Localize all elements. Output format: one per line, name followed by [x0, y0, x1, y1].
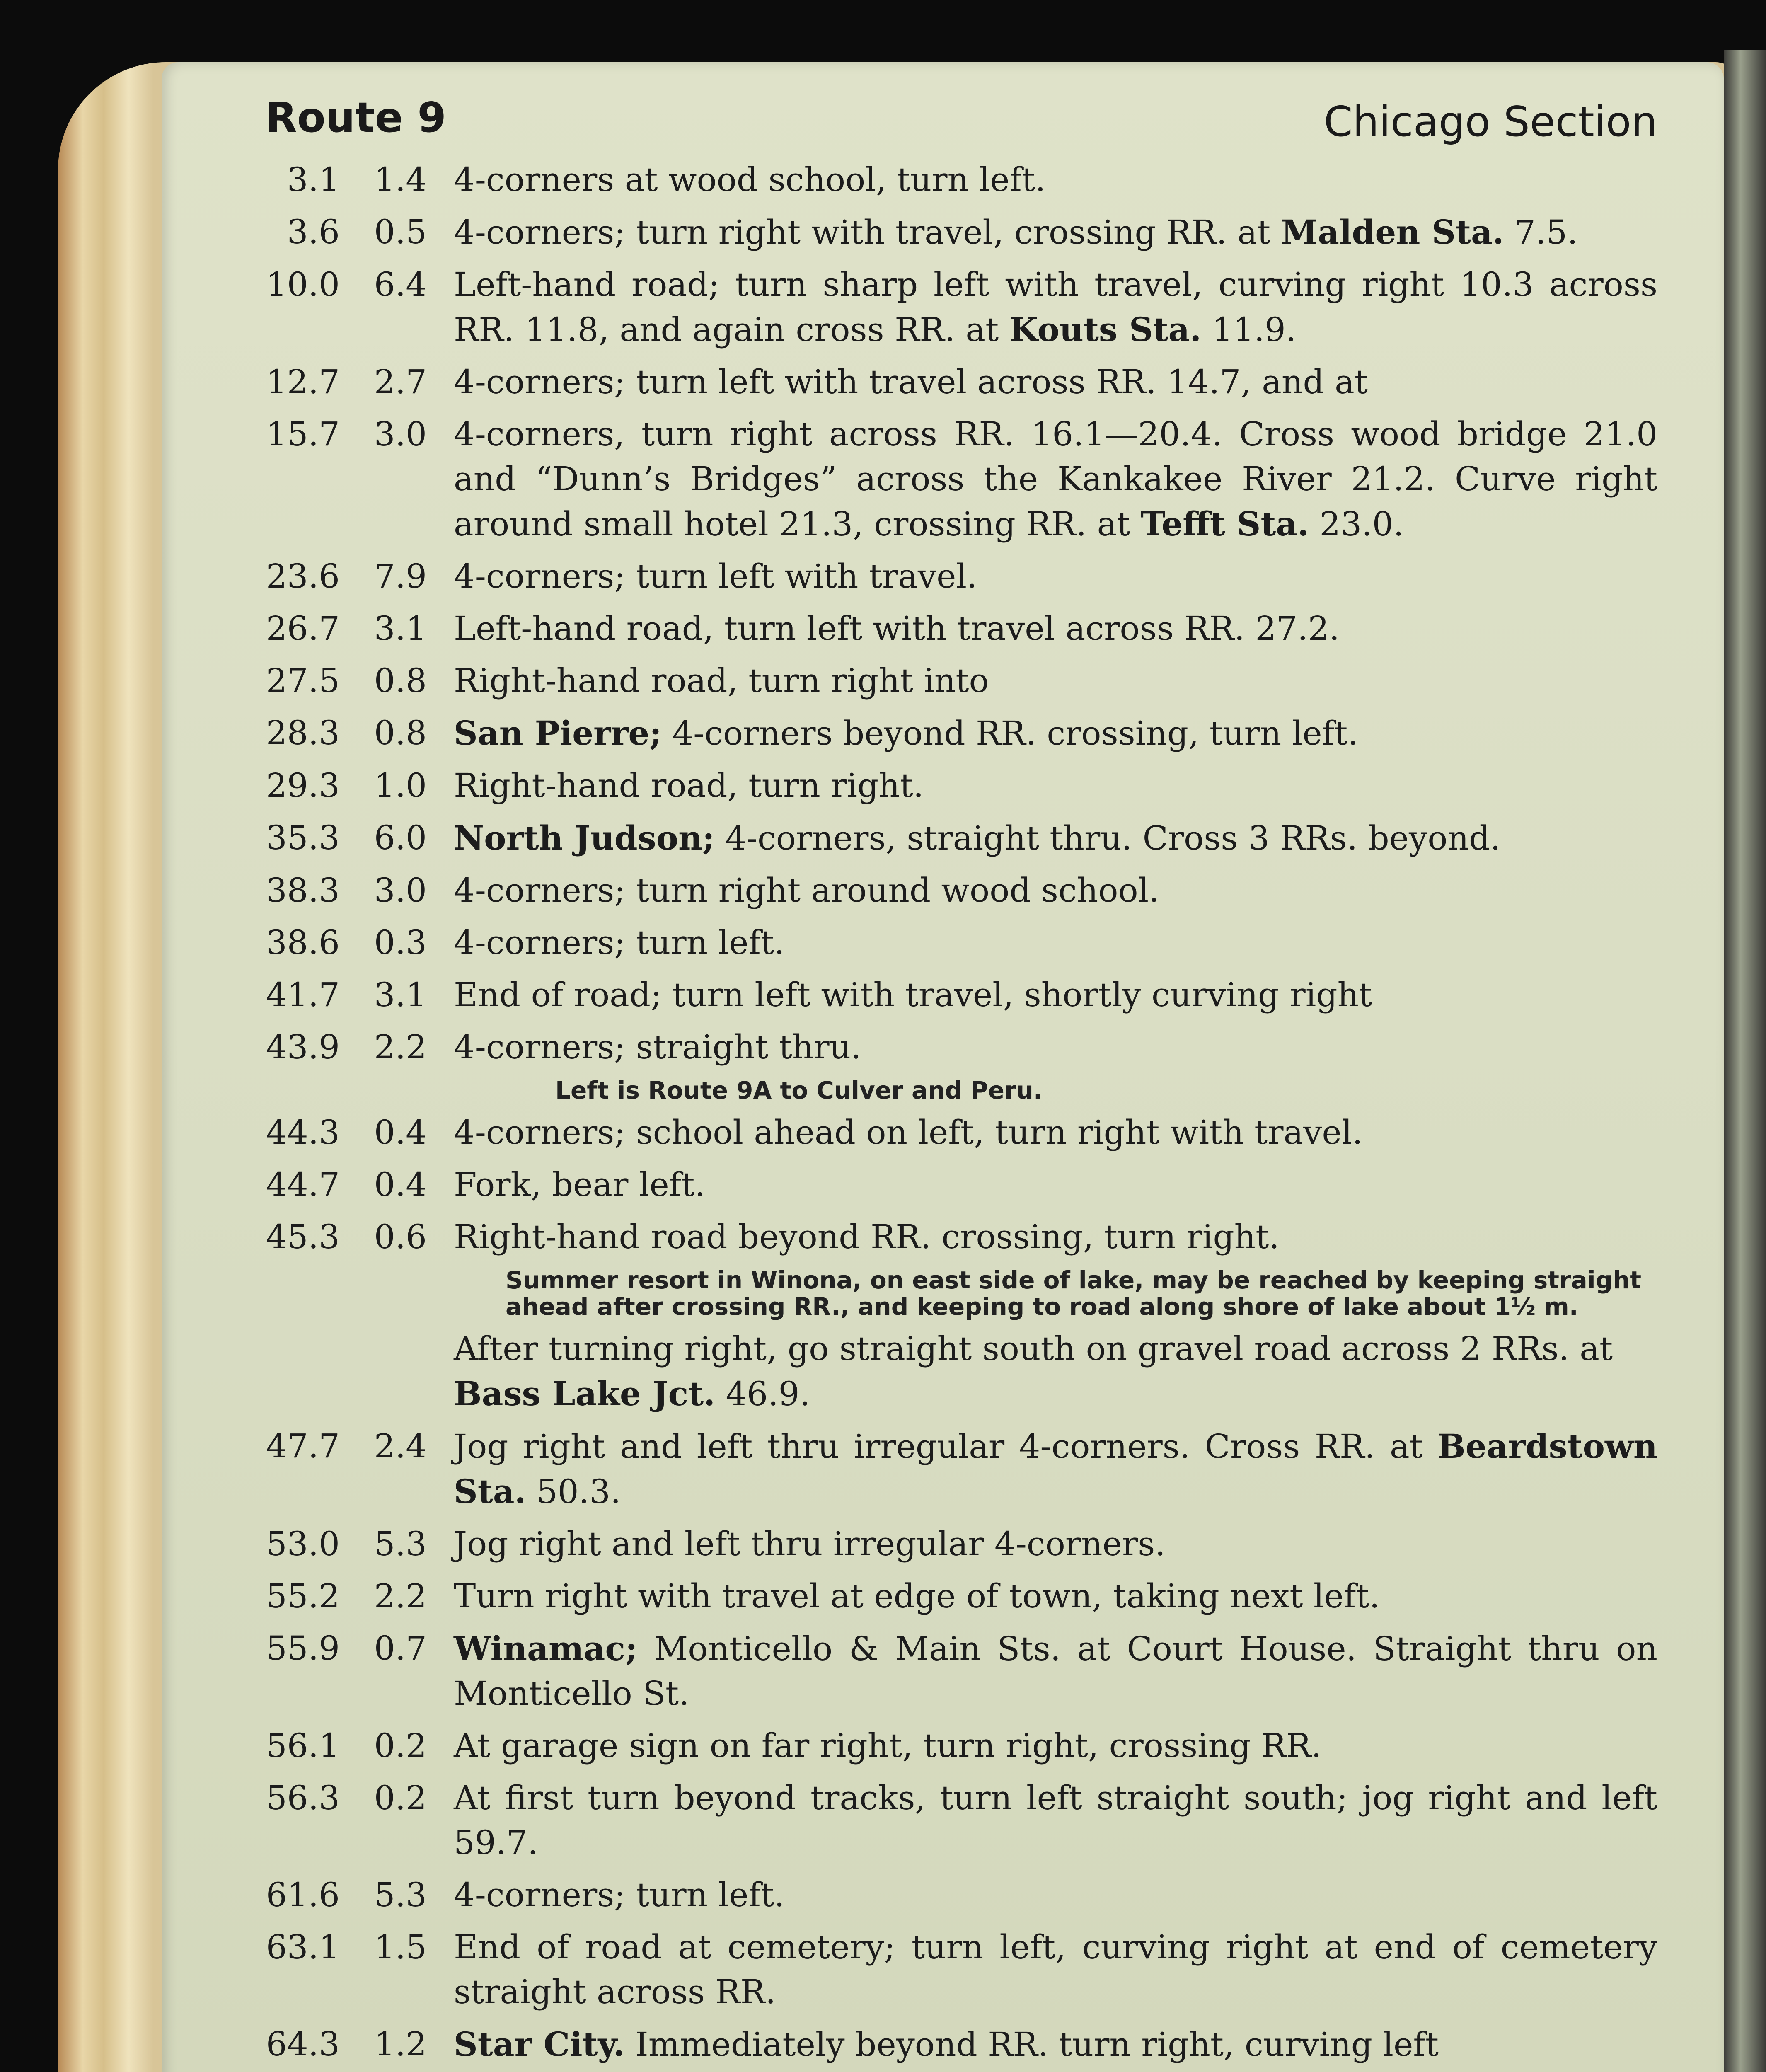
cumulative-mileage: 3.6 — [287, 213, 340, 251]
direction-entry — [249, 1873, 1657, 1917]
direction-text: 4-corners at wood school, turn left. — [454, 160, 1046, 199]
cumulative-mileage: 41.7 — [266, 975, 340, 1014]
intermediate-mileage: 3.1 — [374, 975, 427, 1014]
cumulative-mileage: 15.7 — [266, 415, 340, 453]
direction-text: Right-hand road, turn right. — [454, 766, 924, 805]
direction-entry — [249, 2022, 1657, 2067]
direction-text: North Judson; 4-corners, straight thru. Cross 3 RRs. beyond. — [454, 818, 1501, 857]
page-header — [265, 93, 1657, 147]
cumulative-mileage: 38.6 — [266, 923, 340, 962]
intermediate-mileage: 7.9 — [374, 557, 427, 595]
direction-text: At garage sign on far right, turn right, crossing RR. — [454, 1726, 1322, 1765]
direction-entry — [249, 868, 1657, 913]
direction-text: End of road; turn left with travel, shortly curving right — [454, 975, 1372, 1014]
after-turning-text: After turning right, go straight south on gravel road across 2 RRs. at Bass Lake Jct. 46.9. — [454, 1329, 1613, 1413]
direction-text: Right-hand road, turn right into — [454, 661, 989, 700]
direction-entry — [249, 1424, 1657, 1514]
cumulative-mileage: 64.3 — [266, 2025, 340, 2063]
cumulative-mileage: 45.3 — [266, 1218, 340, 1256]
direction-text: 4-corners; turn right with travel, crossing RR. at Malden Sta. 7.5. — [454, 213, 1578, 252]
cumulative-mileage: 56.1 — [266, 1726, 340, 1765]
intermediate-mileage: 1.5 — [374, 1928, 427, 1966]
cumulative-mileage: 55.9 — [266, 1629, 340, 1668]
cumulative-mileage: 44.3 — [266, 1113, 340, 1152]
direction-entry — [249, 1723, 1657, 1768]
section-title: Chicago Section — [1323, 97, 1657, 146]
direction-entry — [249, 711, 1657, 756]
direction-text: Left-hand road; turn sharp left with travel, curving right 10.3 across RR. 11.8, and again cross RR. at Kouts Sta. 11.9. — [454, 265, 1657, 349]
entries-group-c — [249, 1424, 1657, 2072]
intermediate-mileage: 5.3 — [374, 1525, 427, 1563]
direction-entry — [249, 1776, 1657, 1865]
cumulative-mileage: 29.3 — [266, 766, 340, 805]
route-directions — [249, 157, 1657, 2072]
intermediate-mileage: 0.2 — [374, 1726, 427, 1765]
intermediate-mileage: 0.6 — [374, 1218, 427, 1256]
direction-entry — [249, 360, 1657, 404]
intermediate-mileage: 6.4 — [374, 265, 427, 304]
direction-entry — [249, 1110, 1657, 1155]
cumulative-mileage: 28.3 — [266, 714, 340, 752]
direction-entry — [249, 816, 1657, 861]
cumulative-mileage: 53.0 — [266, 1525, 340, 1563]
intermediate-mileage: 5.3 — [374, 1876, 427, 1914]
cumulative-mileage: 35.3 — [266, 818, 340, 857]
intermediate-mileage: 3.0 — [374, 871, 427, 910]
direction-text: Left-hand road, turn left with travel across RR. 27.2. — [454, 609, 1340, 648]
direction-text: At first turn beyond tracks, turn left straight south; jog right and left 59.7. — [454, 1779, 1657, 1862]
intermediate-mileage: 6.0 — [374, 818, 427, 857]
cumulative-mileage: 56.3 — [266, 1779, 340, 1817]
direction-text: 4-corners; turn left. — [454, 1876, 785, 1914]
direction-entry — [249, 658, 1657, 703]
direction-entry — [249, 1215, 1657, 1259]
cumulative-mileage: 63.1 — [266, 1928, 340, 1966]
route-title: Route 9 — [265, 93, 446, 142]
direction-text: 4-corners; straight thru. — [454, 1028, 861, 1066]
cumulative-mileage: 43.9 — [266, 1028, 340, 1066]
direction-entry — [249, 1162, 1657, 1207]
direction-text: Star City. Immediately beyond RR. turn right, curving left — [454, 2025, 1439, 2064]
cumulative-mileage: 55.2 — [266, 1577, 340, 1615]
intermediate-mileage: 0.8 — [374, 714, 427, 752]
direction-entry — [249, 920, 1657, 965]
direction-entry — [249, 210, 1657, 255]
direction-text: 4-corners; turn right around wood school. — [454, 871, 1159, 910]
cumulative-mileage: 44.7 — [266, 1165, 340, 1204]
direction-entry — [249, 1025, 1657, 1070]
cumulative-mileage: 23.6 — [266, 557, 340, 595]
intermediate-mileage: 0.7 — [374, 1629, 427, 1668]
intermediate-mileage: 0.4 — [374, 1113, 427, 1152]
direction-entry — [249, 973, 1657, 1017]
direction-entry — [249, 1574, 1657, 1619]
direction-text: 4-corners; turn left with travel. — [454, 557, 977, 595]
cumulative-mileage: 12.7 — [266, 363, 340, 401]
direction-text: Jog right and left thru irregular 4-corners. — [454, 1525, 1166, 1563]
intermediate-mileage: 0.3 — [374, 923, 427, 962]
intermediate-mileage: 2.2 — [374, 1028, 427, 1066]
winona-note: Summer resort in Winona, on east side of lake, may be reached by keeping straight ahead after crossing RR., and keeping to road along shore of lake about 1½ m. — [506, 1266, 1642, 1321]
intermediate-mileage: 1.4 — [374, 160, 427, 199]
book-spine — [1724, 50, 1766, 2072]
direction-text: 4-corners, turn right across RR. 16.1—20.4. Cross wood bridge 21.0 and “Dunn’s Bridges” across the Kankakee River 21.2. Curve right around small hotel 21.3, crossing RR. at Tefft Sta. 23.0. — [454, 415, 1657, 543]
intermediate-mileage: 3.0 — [374, 415, 427, 453]
cumulative-mileage: 47.7 — [266, 1427, 340, 1465]
direction-text: 4-corners; school ahead on left, turn right with travel. — [454, 1113, 1363, 1152]
cumulative-mileage: 38.3 — [266, 871, 340, 910]
intermediate-mileage: 2.7 — [374, 363, 427, 401]
direction-entry — [249, 262, 1657, 352]
cumulative-mileage: 10.0 — [266, 265, 340, 304]
direction-text: Turn right with travel at edge of town, taking next left. — [454, 1577, 1380, 1615]
route-9a-note: Left is Route 9A to Culver and Peru. — [555, 1076, 1043, 1104]
intermediate-mileage: 2.2 — [374, 1577, 427, 1615]
direction-entry — [249, 412, 1657, 547]
direction-text: End of road at cemetery; turn left, curving right at end of cemetery straight across RR. — [454, 1928, 1657, 2011]
direction-entry — [249, 1626, 1657, 1716]
cumulative-mileage: 27.5 — [266, 661, 340, 700]
direction-text: 4-corners; turn left. — [454, 923, 785, 962]
direction-entry — [249, 763, 1657, 808]
direction-text: Right-hand road beyond RR. crossing, turn right. — [454, 1218, 1280, 1256]
direction-text: 4-corners; turn left with travel across RR. 14.7, and at — [454, 363, 1368, 401]
direction-text: Fork, bear left. — [454, 1165, 705, 1204]
entries-group-a — [249, 157, 1657, 1070]
direction-text: San Pierre; 4-corners beyond RR. crossing, turn left. — [454, 714, 1358, 753]
cumulative-mileage: 61.6 — [266, 1876, 340, 1914]
intermediate-mileage: 1.0 — [374, 766, 427, 805]
intermediate-mileage: 0.4 — [374, 1165, 427, 1204]
intermediate-mileage: 0.5 — [374, 213, 427, 251]
direction-entry — [249, 1925, 1657, 2014]
direction-entry — [249, 1522, 1657, 1566]
intermediate-mileage: 2.4 — [374, 1427, 427, 1465]
entries-group-b — [249, 1110, 1657, 1259]
cumulative-mileage: 3.1 — [287, 160, 340, 199]
cumulative-mileage: 26.7 — [266, 609, 340, 648]
intermediate-mileage: 0.2 — [374, 1779, 427, 1817]
intermediate-mileage: 3.1 — [374, 609, 427, 648]
direction-entry — [249, 606, 1657, 651]
intermediate-mileage: 0.8 — [374, 661, 427, 700]
direction-entry — [249, 554, 1657, 599]
direction-text: Winamac; Monticello & Main Sts. at Court House. Straight thru on Monticello St. — [454, 1629, 1657, 1713]
intermediate-mileage: 1.2 — [374, 2025, 427, 2063]
direction-entry — [249, 157, 1657, 202]
direction-text: Jog right and left thru irregular 4-corners. Cross RR. at Beardstown Sta. 50.3. — [454, 1427, 1657, 1511]
